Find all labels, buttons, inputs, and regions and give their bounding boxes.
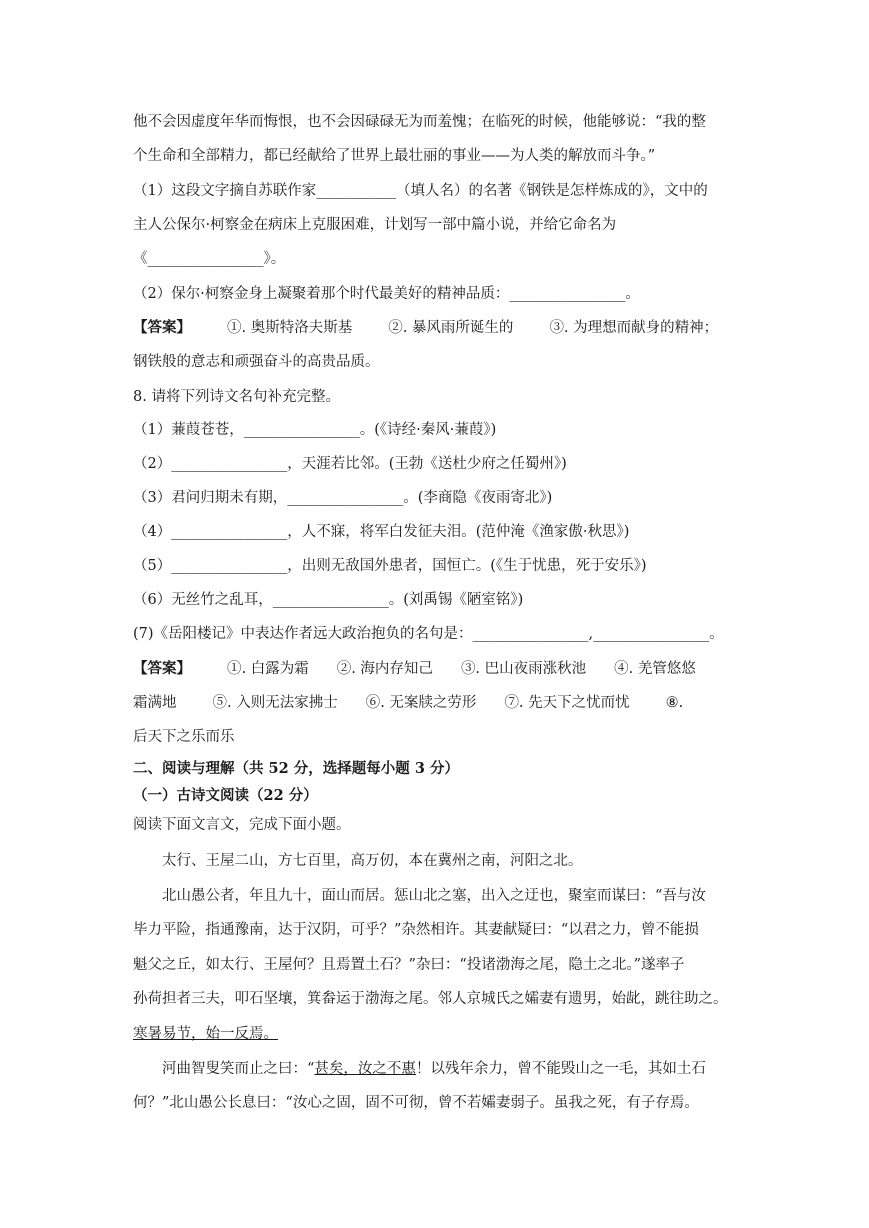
q7-answer-3: ③. 为理想而献身的精神；: [549, 320, 719, 336]
q7-part1-line-3: 《________________》。: [133, 251, 286, 267]
q7-part2: （2）保尔·柯察金身上凝聚着那个时代最美好的精神品质：________________。: [133, 286, 640, 302]
passage-underlined-sentence: 寒暑易节，始一反焉。: [133, 1026, 278, 1042]
intro-line-2: 个生命和全部精力，都已经献给了世界上最壮丽的事业——为人类的解放而斗争。”: [133, 148, 656, 164]
q7-answer-2: ②. 暴风雨所诞生的: [388, 320, 514, 336]
section-heading: 二、阅读与理解（共 52 分，选择题每小题 3 分）: [133, 760, 459, 777]
passage-para-2-line-2: 毕力平险，指通豫南，达于汉阴，可乎？”杂然相许。其妻献疑曰：“以君之力，曾不能损: [133, 922, 699, 938]
q7-answer-continuation: 钢铁般的意志和顽强奋斗的高贵品质。: [133, 354, 380, 370]
q7-answer-line: [133, 318, 718, 338]
passage-para-3-line-1: [162, 1059, 706, 1079]
q8-answer-4: ④. 羌管悠悠: [614, 661, 696, 677]
q8-title: 8. 请将下列诗文名句补充完整。: [133, 389, 340, 405]
sub-heading: （一）古诗文阅读（22 分）: [133, 787, 318, 804]
para-3-underlined: 甚矣，汝之不惠: [314, 1061, 416, 1077]
instruction: 阅读下面文言文，完成下面小题。: [133, 817, 351, 833]
answer-label: 【答案】: [133, 319, 191, 336]
q8-answer-2: ②. 海内存知己: [336, 661, 433, 677]
q7-part1-line-2: 主人公保尔·柯察金在病床上克服困难，计划写一部中篇小说，并给它命名为: [133, 217, 617, 233]
q8-answer-3: ③. 巴山夜雨涨秋池: [460, 661, 587, 677]
answer-label: 【答案】: [133, 660, 191, 677]
q7-part1-line-1: （1）这段文字摘自苏联作家___________（填人名）的名著《钢铁是怎样炼成的》，文中的: [133, 183, 708, 199]
para-3-post: ！以残年余力，曾不能毁山之一毛，其如土石: [415, 1061, 706, 1077]
passage-para-3-line-2: 何？”北山愚公长息曰：“汝心之固，固不可彻，曾不若孀妻弱子。虽我之死，有子存焉。: [133, 1095, 699, 1111]
q7-answer-1: ①. 奥斯特洛夫斯基: [227, 320, 353, 336]
q8-item-3: （3）君问归期未有期，________________。(李商隐《夜雨寄北》): [133, 490, 553, 506]
q8-answer-line-1: [133, 659, 696, 679]
passage-para-2-line-4: 孙荷担者三夫，叩石坚壤，箕畚运于渤海之尾。邻人京城氏之孀妻有遗男，始龀，跳往助之。: [133, 991, 728, 1007]
q8-answer-line-3: 后天下之乐而乐: [133, 729, 235, 745]
q8-item-7: (7)《岳阳楼记》中表达作者远大政治抱负的名句是：________________,________________。: [133, 626, 724, 642]
q8-item-4: （4）________________，人不寐，将军白发征夫泪。(范仲淹《渔家傲·秋思》): [133, 524, 630, 540]
q8-answer-line-2: [133, 693, 683, 713]
para-3-pre: 河曲智叟笑而止之曰：“: [162, 1061, 315, 1077]
intro-line-1: 他不会因虚度年华而悔恨，也不会因碌碌无为而羞愧；在临死的时候，他能够说：“我的整: [133, 114, 706, 130]
q8-item-5: （5）________________，出则无敌国外患者，国恒亡。(《生于忧患，死于安乐》): [133, 558, 647, 574]
passage-para-1: 太行、王屋二山，方七百里，高万仞，本在冀州之南，河阳之北。: [162, 853, 583, 869]
passage-para-2-line-3: 魁父之丘，如太行、王屋何？且焉置土石？”杂曰：“投诸渤海之尾，隐土之北。”遂率子: [133, 957, 685, 973]
q8-item-1: （1）蒹葭苍苍，________________。(《诗经·秦风·蒹葭》): [133, 422, 497, 438]
q8-answer-8: ⑧.: [665, 695, 684, 711]
q8-item-2: （2）________________，天涯若比邻。(王勃《送杜少府之任蜀州》): [133, 456, 567, 472]
q8-answer-4-cont: 霜满地: [133, 695, 177, 711]
q8-answer-1: ①. 白露为霜: [227, 661, 309, 677]
q8-item-6: （6）无丝竹之乱耳，________________。(刘禹锡《陋室铭》): [133, 592, 524, 608]
q8-answer-7: ⑦. 先天下之忧而忧: [504, 695, 630, 711]
q8-answer-6: ⑥. 无案牍之劳形: [365, 695, 477, 711]
q8-answer-5: ⑤. 入则无法家拂士: [212, 695, 338, 711]
passage-para-2-line-1: 北山愚公者，年且九十，面山而居。惩山北之塞，出入之迂也，聚室而谋曰：“吾与汝: [162, 888, 706, 904]
